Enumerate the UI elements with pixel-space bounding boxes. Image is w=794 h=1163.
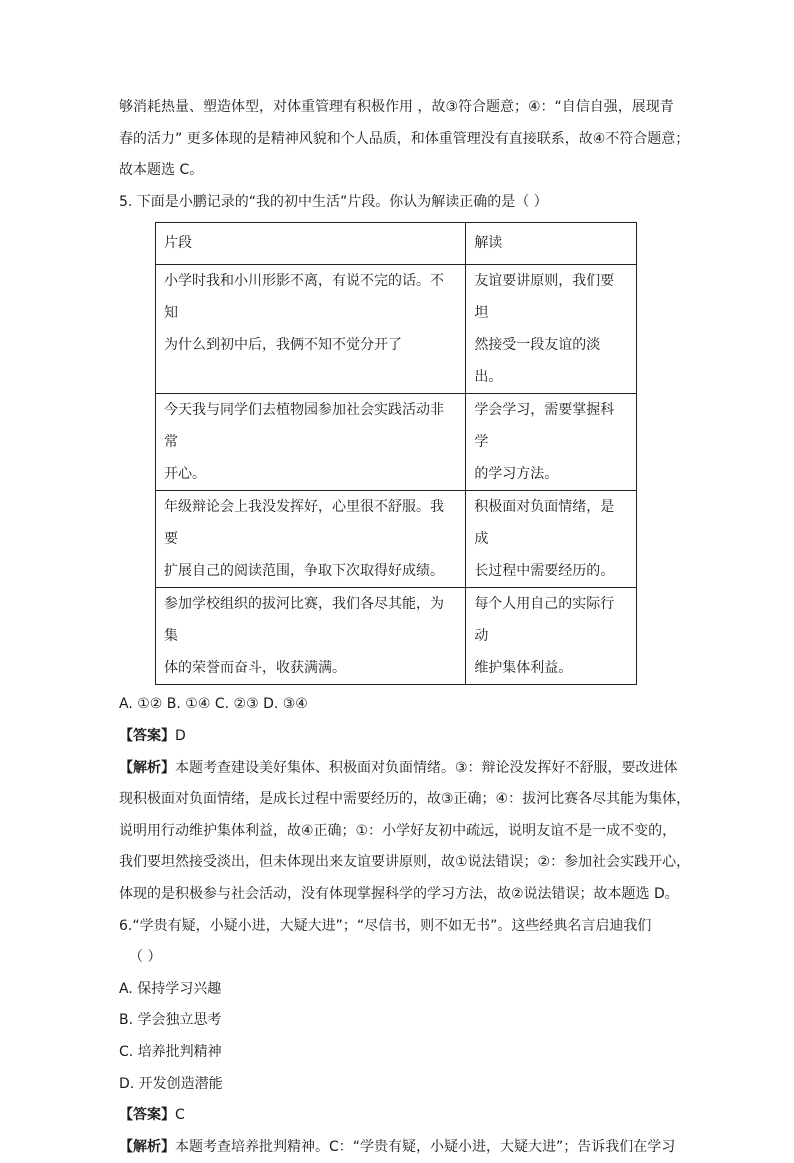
q6-option: A. 保持学习兴趣 [119,980,222,997]
q5-analysis-line [119,753,687,785]
cell-line: 学会学习，需要掌握科学 [474,402,615,451]
cell-line: 今天我与同学们去植物园参加社会实践活动非常 [164,402,444,451]
answer-label: 【答案】 [119,727,175,744]
cell-line: 为什么到初中后，我俩不知不觉分开了 [164,337,402,354]
cell-line: 扩展自己的阅读范围，争取下次取得好成绩。 [164,563,444,580]
q6-option: C. 培养批判精神 [119,1043,222,1060]
intro-line: 春的活力” 更多体现的是精神风貌和个人品质，和体重管理没有直接联系，故④不符合题意； [119,130,690,147]
q5-options: A. ①② B. ①④ C. ②③ D. ③④ [119,696,308,713]
q6-answer [119,1100,687,1132]
q6-option: D. 开发创造潜能 [119,1075,223,1092]
q5-stem: 5. 下面是小鹏记录的“我的初中生活”片段。你认为解读正确的是（ ） [119,193,548,210]
cell-line: 年级辩论会上我没发挥好，心里很不舒服。我要 [164,499,444,548]
fragment-cell [156,588,466,685]
analysis-label: 【解析】 [119,1138,175,1155]
q5-analysis-line: 我们要坦然接受淡出，但未体现出来友谊要讲原则，故①说法错误；②：参加社会实践开心， [119,854,691,871]
q6-stem-blank: （ ） [129,949,162,966]
analysis-text: 本题考查培养批判精神。C：“学贵有疑，小疑小进，大疑大进”；告诉我们在学习 [175,1138,676,1155]
cell-line: 维护集体利益。 [474,660,573,677]
cell-line: 小学时我和小川形影不离，有说不完的话。不知 [164,273,444,322]
cell-line: 友谊要讲原则，我们要坦 [474,273,615,322]
table-row [156,491,637,588]
q6-stem: 6.“学贵有疑，小疑小进，大疑大进”；“尽信书，则不如无书”。这些经典名言启迪我们 [119,917,652,934]
table-row [156,394,637,491]
cell-line: 积极面对负面情绪，是成 [474,499,615,548]
intro-line: 故本题选 C。 [119,162,204,179]
answer-value: C [175,1107,185,1124]
cell-line: 每个人用自己的实际行动 [474,596,615,645]
fragment-cell [156,394,466,491]
q6-option: B. 学会独立思考 [119,1012,222,1029]
fragment-cell [156,491,466,588]
cell-line: 的学习方法。 [474,466,559,483]
table-header-row [156,223,637,265]
table-header-fragment: 片段 [156,223,466,265]
reading-cell [466,265,637,394]
table-row [156,265,637,394]
cell-line: 长过程中需要经历的。 [474,563,615,580]
reading-cell [466,491,637,588]
q6-analysis-line [119,1132,687,1163]
cell-line: 体的荣誉而奋斗，收获满满。 [164,660,346,677]
q5-analysis-line: 现积极面对负面情绪，是成长过程中需要经历的，故③正确；④：拔河比赛各尽其能为集体， [119,791,691,808]
cell-line: 开心。 [164,466,206,483]
q5-answer [119,721,687,753]
fragment-cell [156,265,466,394]
q5-analysis-line: 说明用行动维护集体利益，故④正确；①：小学好友初中疏远，说明友谊不是一成不变的， [119,822,677,839]
cell-line: 然接受一段友谊的淡出。 [474,337,601,386]
answer-label: 【答案】 [119,1107,175,1124]
intro-line: 够消耗热量、塑造体型，对体重管理有积极作用 ，故③符合题意；④：“自信自强，展现青 [119,99,674,115]
table-row [156,588,637,685]
cell-line: 参加学校组织的拔河比赛，我们各尽其能，为集 [164,596,444,645]
q5-analysis-line: 体现的是积极参与社会活动，没有体现掌握科学的学习方法，故②说法错误；故本题选 D。 [119,885,679,902]
table-header-reading: 解读 [466,223,637,265]
q5-table [155,222,637,685]
analysis-text: 本题考查建设美好集体、积极面对负面情绪。③：辩论没发挥好不舒服，要改进体 [175,759,678,776]
reading-cell [466,588,637,685]
analysis-label: 【解析】 [119,759,175,776]
reading-cell [466,394,637,491]
answer-value: D [175,727,186,744]
page-content [119,92,691,1163]
